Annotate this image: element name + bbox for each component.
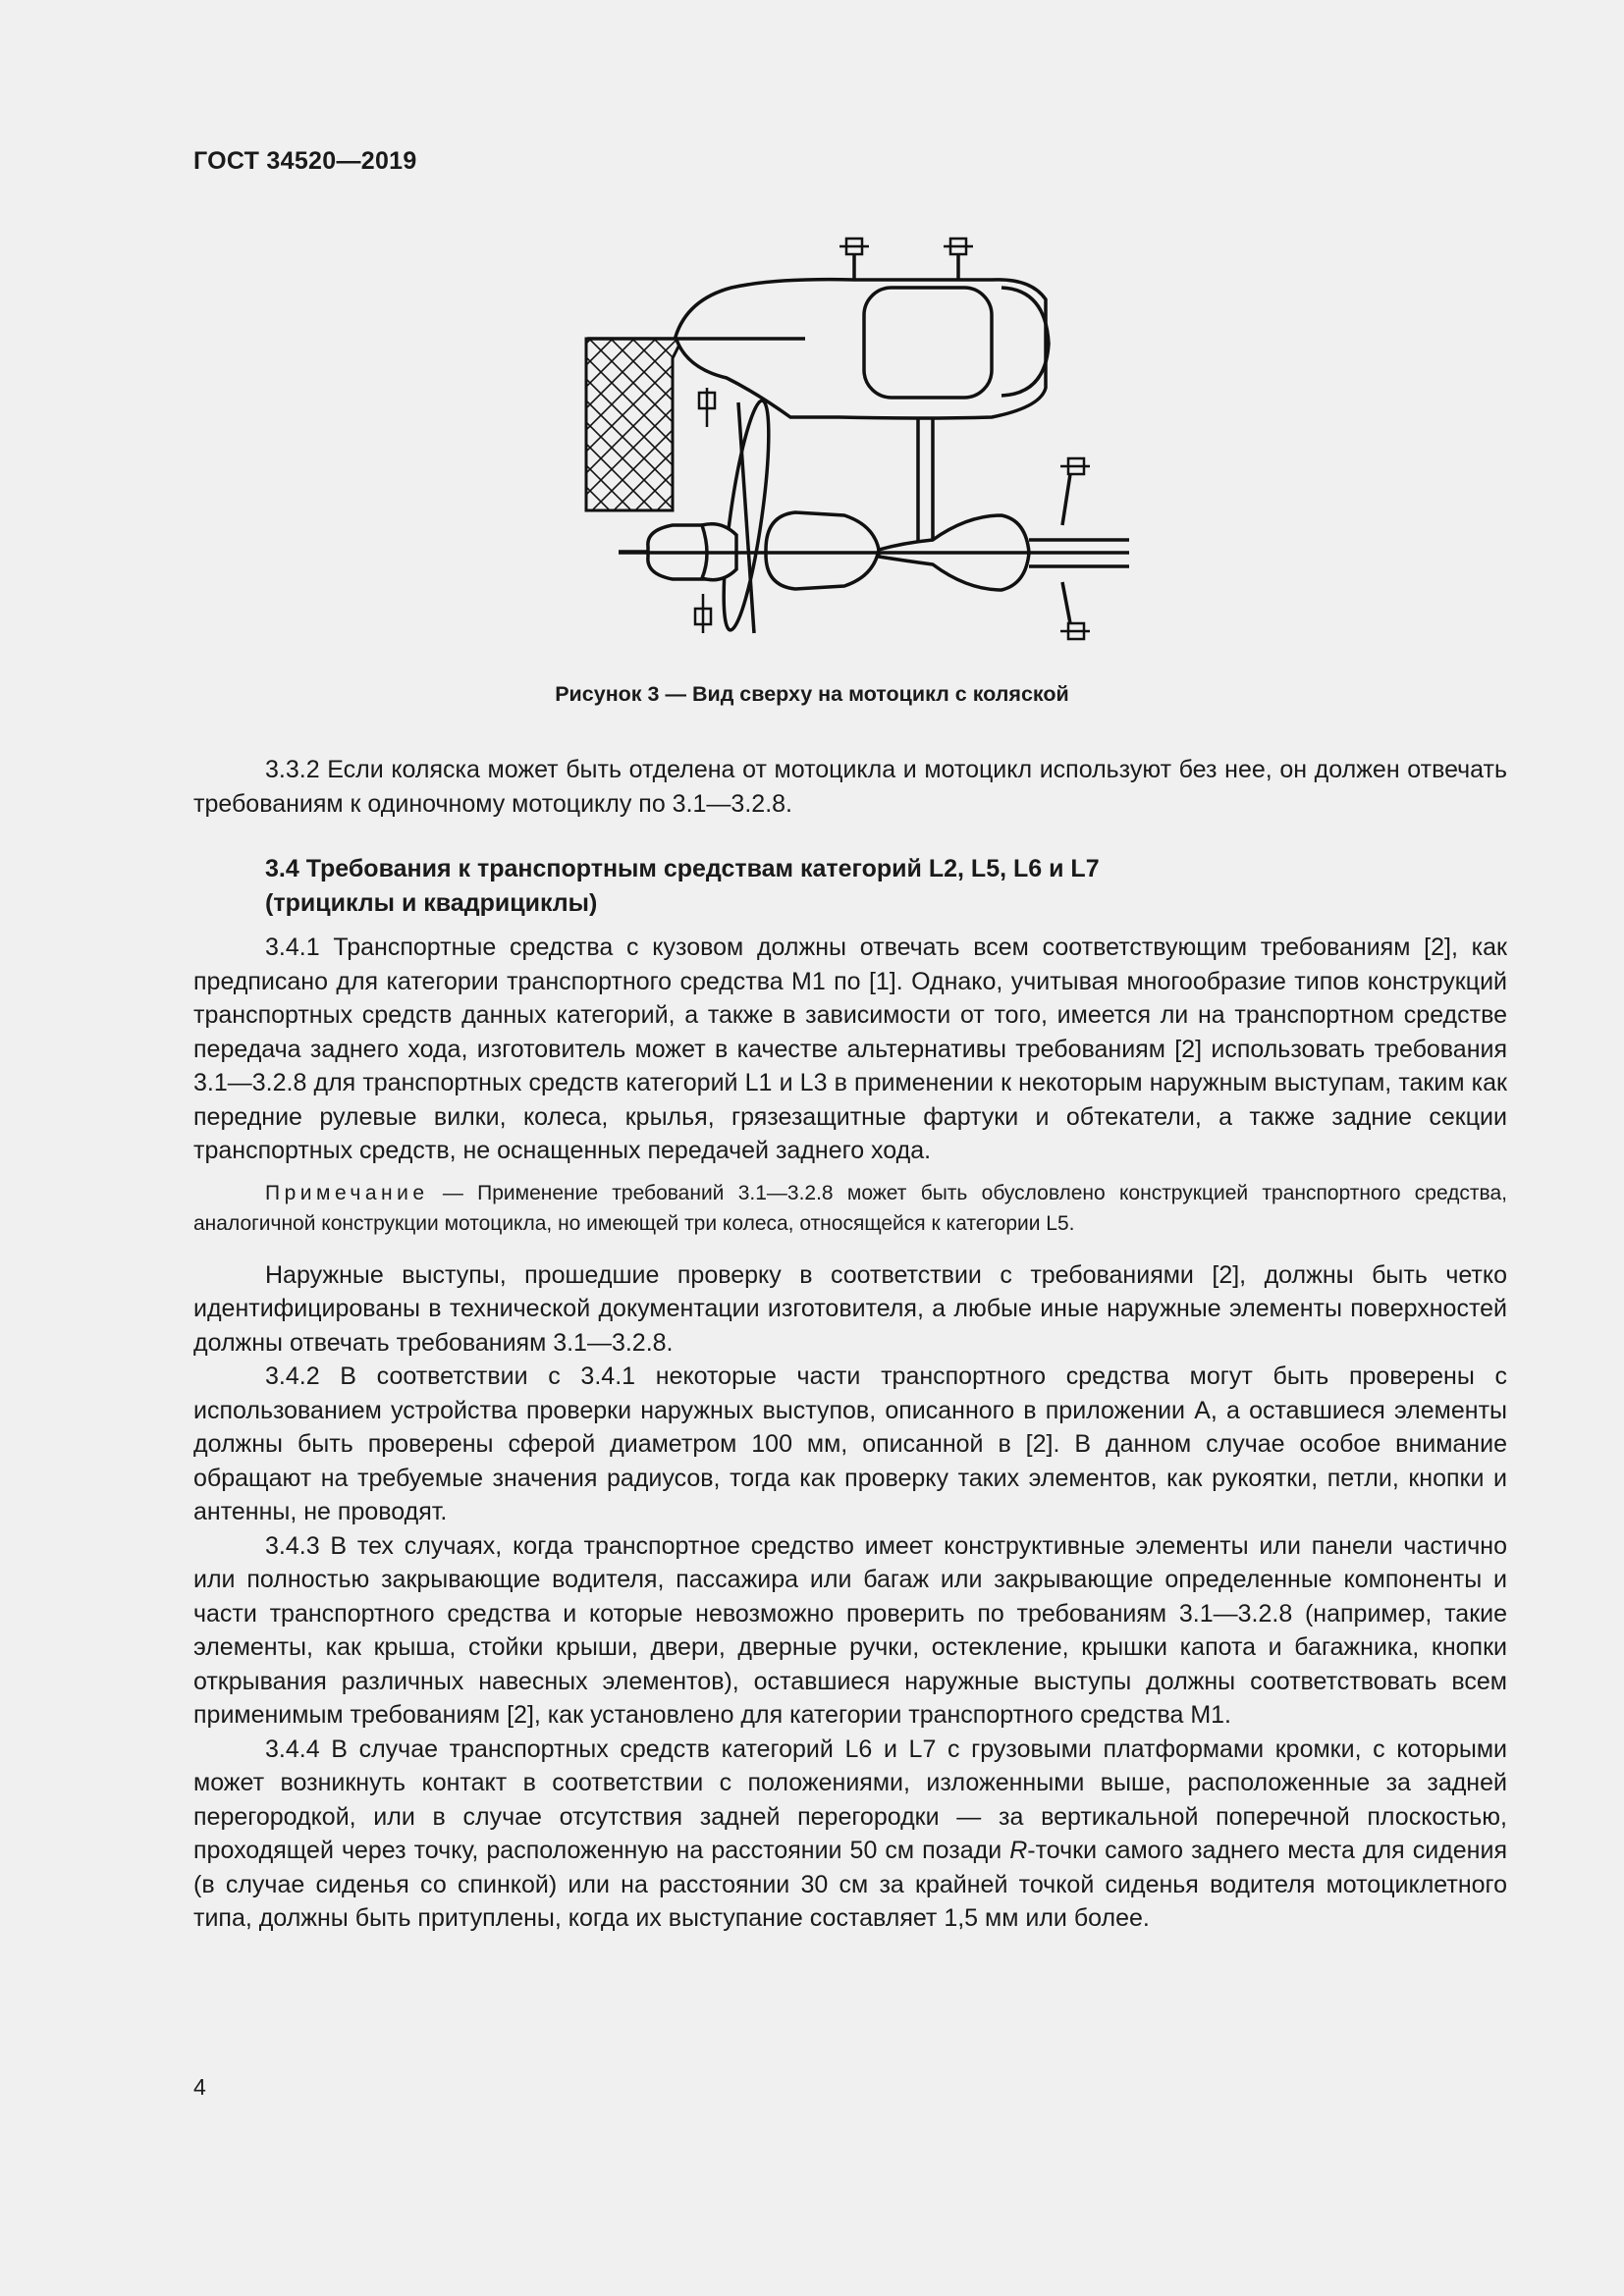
motorcycle-body xyxy=(766,512,879,589)
rear-bracket-top xyxy=(1060,458,1090,525)
page-number: 4 xyxy=(193,2074,206,2100)
paragraph-external-projections: Наружные выступы, прошедшие проверку в соответствии с требованиями [2], должны быть четко идентифицированы в технической документации изготовителя, а любые иные наружные элементы поверхностей должны отвечать требованиям 3.1—3.2.8. xyxy=(193,1260,1507,1357)
rear-bracket-bottom xyxy=(1060,582,1090,639)
paragraph-3-4-3: 3.4.3 В тех случаях, когда транспортное средство имеет конструктивные элементы или панели частично или полностью закрывающие водителя, пассажира или багаж или закрывающие определенные компоненты и части транспортного средства и которые невозможно проверить по требованиям 3.1—3.2.8 (например, такие элементы, как крыша, стойки крыши, двери, дверные ручки, остекление, крышки капота и багажника, кнопки открывания различных навесных элементов), оставшиеся наружные выступы должны соответствовать всем применимым требованиям [2], как установлено для категории транспортного средства М1. xyxy=(193,1531,1507,1729)
note-text: — Применение требований 3.1—3.2.8 может быть обусловлено конструкцией транспортного средства, аналогичной конструкции мотоцикла, но имеющей три колеса, относящейся к категории L5. xyxy=(193,1181,1507,1235)
heading-line-2: (трициклы и квадрициклы) xyxy=(265,889,598,917)
document-body xyxy=(193,753,1507,1936)
figure-caption: Рисунок 3 — Вид сверху на мотоцикл с коляской xyxy=(555,682,1069,706)
section-heading-3-4 xyxy=(193,852,1507,921)
sidecar-bracket-left xyxy=(839,239,869,280)
r-point-symbol: R xyxy=(1009,1837,1028,1864)
document-header: ГОСТ 34520—2019 xyxy=(193,147,417,175)
sidecar-bracket-right xyxy=(944,239,973,280)
paragraph-3-4-4 xyxy=(193,1733,1507,1936)
note xyxy=(193,1178,1507,1239)
paragraph-3-4-1: 3.4.1 Транспортные средства с кузовом должны отвечать всем соответствующим требованиям [2], как предписано для категории транспортного средства М1 по [1]. Однако, учитывая многообразие типов конструкций транспортных средств данных категорий, а также в зависимости от того, имеется ли на транспортном средстве передача заднего хода, изготовитель может в качестве альтернативы требованиям [2] использовать требования 3.1—3.2.8 для транспортных средств категорий L1 и L3 в применении к некоторым наружным выступам, таким как передние рулевые вилки, колеса, крылья, грязезащитные фартуки и обтекатели, а также задние секции транспортных средств, не оснащенных передачей заднего хода. xyxy=(193,934,1507,1164)
paragraph-3-3-2: 3.3.2 Если коляска может быть отделена от мотоцикла и мотоцикл используют без нее, он должен отвечать требованиям к одиночному мотоциклу по 3.1—3.2.8. xyxy=(193,756,1507,818)
hatched-area xyxy=(586,339,682,510)
note-label: Примечание xyxy=(265,1181,429,1204)
paragraph-3-4-4-part-b: -точки самого заднего места для сидения (в случае сиденья со спинкой) или на расстоянии 30 см за крайней точкой сиденья водителя мотоциклетного типа, должны быть притуплены, когда их выступание составляет 1,5 мм или более. xyxy=(193,1837,1507,1932)
paragraph-3-4-4-part-a: 3.4.4 В случае транспортных средств категорий L6 и L7 с грузовыми платформами кромки, с которыми может возникнуть контакт в соответствии с положениями, изложенными выше, расположенные за задней перегородкой, или в случае отсутствия задней перегородки — за вертикальной поперечной плоскостью, проходящей через точку, расположенную на расстоянии 50 см позади xyxy=(193,1735,1507,1864)
figure-motorcycle-sidecar-top-view xyxy=(579,221,1129,653)
heading-line-1: 3.4 Требования к транспортным средствам категорий L2, L5, L6 и L7 xyxy=(265,855,1100,882)
motorcycle-sidecar-drawing xyxy=(579,221,1129,653)
paragraph-3-4-2: 3.4.2 В соответствии с 3.4.1 некоторые части транспортного средства могут быть проверены с использованием устройства проверки наружных выступов, описанного в приложении А, а оставшиеся элементы должны быть проверены сферой диаметром 100 мм, описанной в [2]. В данном случае особое внимание обращают на требуемые значения радиусов, тогда как проверку таких элементов, как рукоятки, петли, кнопки и антенны, не проводят. xyxy=(193,1362,1507,1525)
